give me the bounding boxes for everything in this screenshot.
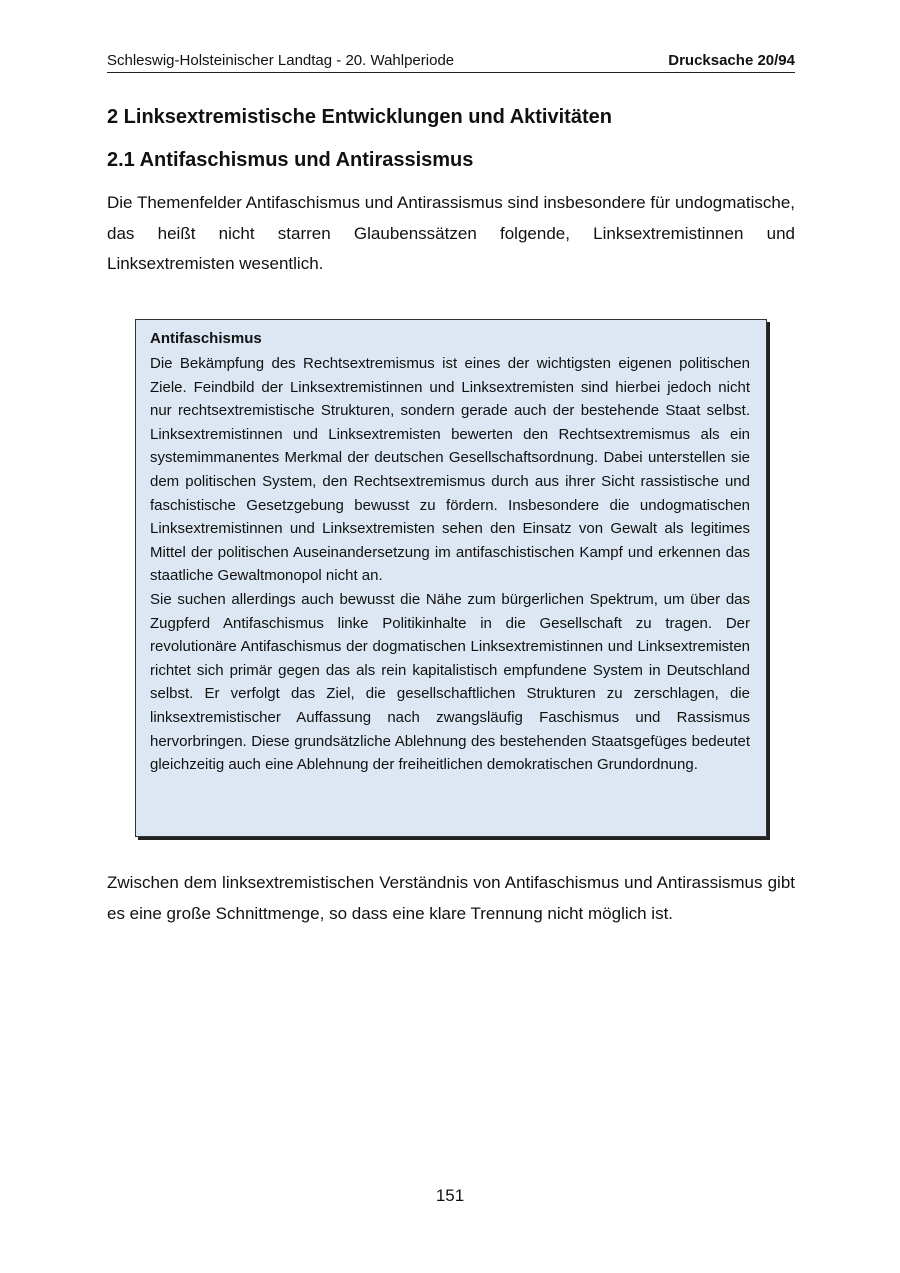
subsection-title: 2.1 Antifaschismus und Antirassismus [107, 149, 474, 171]
intro-paragraph: Die Themenfelder Antifaschismus und Antirassismus sind insbesondere für undogmatische, das heißt nicht starren Glaubenssätzen folgende, Linksextremistinnen und Linksextremisten wesentlich. [107, 193, 795, 273]
info-box-paragraph: Die Bekämpfung des Rechtsextremismus ist eines der wichtigsten eigenen politischen Ziele. Feindbild der Linksextremistinnen und Linksextremisten sind hierbei jedoch nicht nur rechtsextremistische Strukturen, sondern gerade auch der bestehende Staat selbst. Linksextremistinnen und Linksextremisten bewerten den Rechtsextremismus als ein systemimmanentes Merkmal der deutschen Gesellschaftsordnung. Dabei unterstellen sie dem politischen System, den Rechtsextremismus durch aus ihrer Sicht rassistische und faschistische Gesetzgebung bewusst zu fördern. Insbesondere die undogmatischen Linksextremistinnen und Linksextremisten sehen den Einsatz von Gewalt als legitimes Mittel der politischen Auseinandersetzung im antifaschistischen Kampf und erkennen das staatliche Gewaltmonopol nicht an. [150, 355, 750, 585]
header-document-number: Drucksache 20/94 [668, 52, 795, 69]
page-number: 151 [435, 1186, 465, 1205]
info-box-title: Antifaschismus [150, 330, 262, 347]
info-box-paragraph: Sie suchen allerdings auch bewusst die Nähe zum bürgerlichen Spektrum, um über das Zugpferd Antifaschismus linke Politikinhalte in die Gesellschaft zu tragen. Der revolutionäre Antifaschismus der dogmatischen Linksextremistinnen und Linksextremisten richtet sich primär gegen das als rein kapitalistisch empfundene System in Deutschland selbst. Er verfolgt das Ziel, die gesellschaftlichen Strukturen zu zerschlagen, die linksextremistischer Auffassung nach zwangsläufig Faschismus und Rassismus hervorbringen. Diese grundsätzliche Ablehnung des bestehenden Staatsgefüges bedeutet gleichzeitig auch eine Ablehnung der freiheitlichen demokratischen Grundordnung. [150, 590, 750, 774]
header-left-text: Schleswig-Holsteinischer Landtag - 20. Wahlperiode [107, 52, 455, 69]
info-box [135, 319, 767, 837]
closing-paragraph: Zwischen dem linksextremistischen Verständnis von Antifaschismus und Antirassismus gibt es eine große Schnittmenge, so dass eine klare Trennung nicht möglich ist. [107, 873, 795, 923]
section-title: 2 Linksextremistische Entwicklungen und Aktivitäten [107, 106, 612, 128]
page-header [107, 52, 795, 73]
